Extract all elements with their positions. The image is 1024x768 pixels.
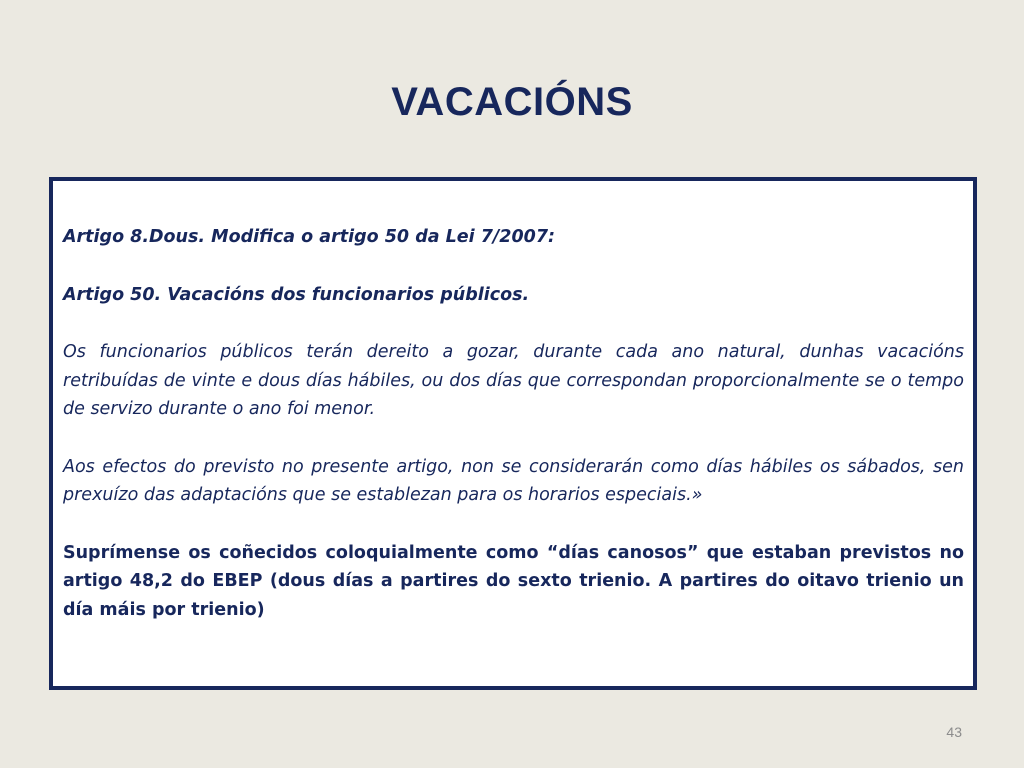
content-box — [49, 177, 977, 690]
article-heading: Artigo 50. Vacacións dos funcionarios públicos. — [63, 284, 530, 305]
body-paragraph-1: Os funcionarios públicos terán dereito a gozar, durante cada ano natural, dunhas vacacións retribuídas de vinte e dous días hábiles, ou dos días que correspondan proporcionalmente se o tempo de servizo durante o ano foi menor. — [63, 342, 964, 419]
body-paragraph-2: Aos efectos do previsto no presente artigo, non se considerarán como días hábiles os sábados, sen prexuízo das adaptacións que se establezan para os horarios especiais.» — [63, 456, 964, 505]
intro-paragraph: Artigo 8.Dous. Modifica o artigo 50 da Lei 7/2007: — [63, 227, 555, 247]
slide-title: VACACIÓNS — [391, 80, 633, 124]
note-paragraph: Suprímense os coñecidos coloquialmente como “días canosos” que estaban previstos no artigo 48,2 do EBEP (dous días a partires do sexto trienio. A partires do oitavo trienio un día máis por trienio) — [63, 542, 964, 620]
page-number: 43 — [946, 724, 962, 740]
content-text — [63, 223, 964, 624]
